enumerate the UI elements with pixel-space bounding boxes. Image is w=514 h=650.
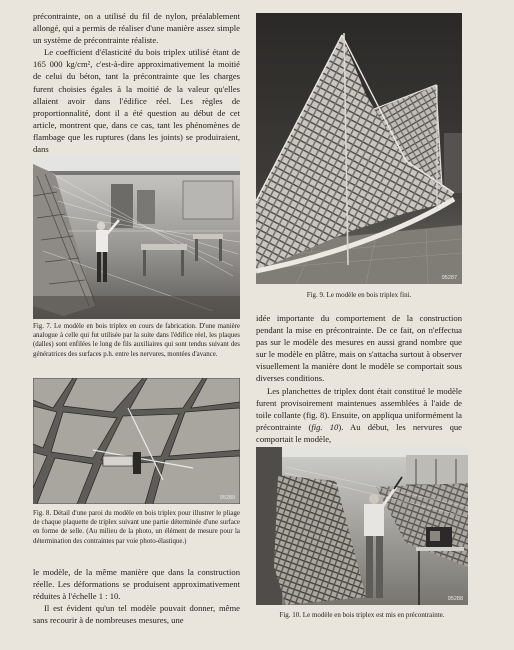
figure-10-caption (256, 611, 468, 620)
text-run: ). Au début, les nervures que comportait le modèle, (256, 421, 462, 444)
figure-10-number: 95288 (447, 596, 463, 602)
paragraph: Il est évident qu'un tel modèle pouvait donner, même sans recourir à de nombreuses mesures, une (33, 603, 240, 626)
paragraph (256, 385, 462, 445)
caption: Fig. 7. Le modèle en bois triplex en cours de fabrication. D'une manière analogue à celle qui fut utilisée par la suite dans l'édifice réel, les plaques (dalles) sont enfilées le long de fils auxiliaires qui sont tendus suivant des génératrices des surfaces p.h. entre les nervures, montées d'avance. (33, 323, 240, 358)
paragraph: le modèle, de la même manière que dans la construction réelle. Les déformations se produisent approximativement réduites à l'échelle 1 : 10. (33, 567, 240, 602)
figure-7-caption (33, 322, 240, 359)
figure-9-caption (256, 291, 462, 300)
figure-7-photo (33, 156, 240, 319)
left-top-text (33, 10, 240, 155)
figure-9-number: 95287 (441, 275, 457, 281)
figure-8-photo (33, 378, 240, 504)
caption: Fig. 10. Le modèle en bois triplex est mis en précontrainte. (279, 611, 445, 619)
paragraph: idée importante du comportement de la construction pendant la mise en précontrainte. De ce fait, on n'effectua pas sur le modèle des mesures en aussi grand nombre que sur le modèle en plâtre, mais on s'attacha surtout à observer visuellement la manière dont le modèle se comportait sous diverses conditions. (256, 313, 462, 384)
paragraph: Le coefficient d'élasticité du bois triplex utilisé étant de 165 000 kg/cm², c'est-à-dire approximativement la moitié de celui du béton, tant la précontrainte que les charges furent choisies égales à la moitié de la valeur qu'elles allaient avoir dans l'édifice réel. Les règles de proportionnalité, dont il a été question au début de cet article, montrent que, dans ce cas, tant les phénomènes de flambage que les ruptures (dans les joints) se produiraient, dans (33, 47, 240, 155)
figure-9-photo (256, 13, 462, 284)
left-bottom-text (33, 566, 240, 626)
figure-8-caption (33, 509, 240, 546)
figure-10-photo (256, 447, 468, 605)
right-text (256, 312, 462, 445)
paragraph: précontrainte, on a utilisé du fil de nylon, préalablement allongé, qui a permis de réaliser d'une manière assez simple un système de précontrainte réaliste. (33, 11, 240, 46)
caption: Fig. 9. Le modèle en bois triplex fini. (306, 291, 412, 299)
caption: Fig. 8. Détail d'une paroi du modèle en bois triplex pour illustrer le pliage de chaque plaquette de triplex suivant une partie déterminée d'une surface en forme de selle. (Au milieu de la photo, un élément de mesure pour la détermination des contraintes par voie photo-élastique.) (33, 510, 240, 545)
figure-reference: fig. 10 (311, 421, 339, 432)
text-run: Les planchettes de triplex dont était constitué le modèle furent provisoirement maintenues assemblées à l'aide de toile collante (fig. 8). Ensuite, on appliqua uniformément la précontrainte ( (256, 385, 462, 432)
figure-8-number: 95289 (219, 495, 235, 501)
